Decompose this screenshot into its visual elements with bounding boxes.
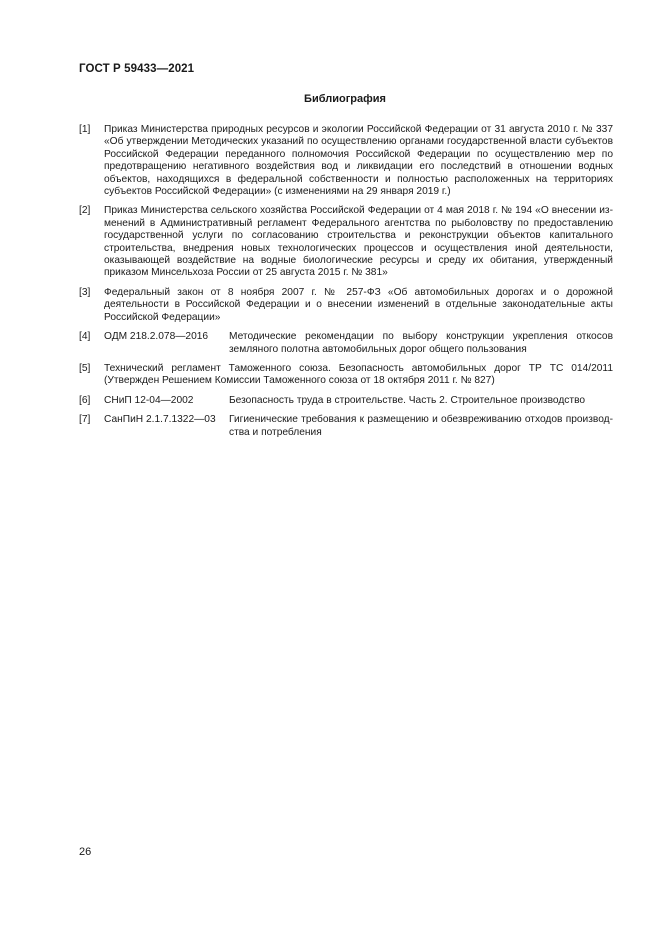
bibliography-entry bbox=[79, 395, 613, 407]
entry-number: [2] bbox=[79, 205, 91, 217]
standard-designation: ГОСТ Р 59433—2021 bbox=[79, 63, 195, 75]
entry-number: [7] bbox=[79, 414, 91, 426]
bibliography-list bbox=[79, 124, 613, 446]
bibliography-entry bbox=[79, 124, 613, 198]
section-title: Библиография bbox=[304, 93, 386, 105]
bibliography-entry bbox=[79, 414, 613, 439]
entry-code: СанПиН 2.1.7.1322—03 bbox=[104, 414, 216, 426]
bibliography-entry bbox=[79, 205, 613, 279]
entry-text: Приказ Министерства природных ресурсов и экологии Российской Федерации от 31 августа 2010 г. № 337 «Об утверждении Методических указаний по осуществлению органами государственной власти субъектов Российской Федерации переданного полномочия Российской Федерации по осуществлению мер по предотвращению негативного воздействия вод и ликвидации его последствий в отношении водных объектов, находящихся в федеральной собственности и полностью расположенных на территориях субъектов Российской Федерации» (с изменениями на 29 января 2019 г.) bbox=[104, 124, 613, 198]
entry-text: Приказ Министерства сельского хозяйства Российской Федерации от 4 мая 2018 г. № 194 «О внесении изменений в Административный регламент Федерального агентства по рыболовству по предоставлению государственной услуги по согласованию строительства и реконструкции объектов капитального строительства, внедрения новых технологических процессов и осуществления иной деятельности, оказывающей воздействие на водные биологические ресурсы и среду их обитания, утвержденный приказом Минсельхоза России от 25 августа 2015 г. № 381» bbox=[104, 205, 613, 279]
entry-title: Безопасность труда в строительстве. Часть 2. Строительное производство bbox=[229, 394, 586, 406]
page-number: 26 bbox=[79, 846, 92, 858]
entry-title: Гигиенические требования к размещению и обезвреживанию отходов производства и потребления bbox=[229, 414, 613, 438]
bibliography-entry bbox=[79, 287, 613, 324]
bibliography-entry bbox=[79, 363, 613, 388]
entry-text: Технический регламент Таможенного союза. Безопасность автомобильных дорог ТР ТС 014/2011 (Утвержден Решением Комиссии Таможенного союза от 18 октября 2011 г. № 827) bbox=[104, 362, 613, 387]
entry-code: ОДМ 218.2.078—2016 bbox=[104, 331, 209, 343]
entry-number: [4] bbox=[79, 331, 91, 343]
entry-title: Методические рекомендации по выбору конструкции укрепления откосов земляного полотна автомобильных дорог общего пользования bbox=[229, 331, 613, 355]
entry-number: [5] bbox=[79, 362, 91, 374]
entry-code: СНиП 12-04—2002 bbox=[104, 394, 194, 406]
entry-number: [6] bbox=[79, 394, 91, 406]
entry-number: [1] bbox=[79, 124, 91, 135]
entry-text: Федеральный закон от 8 ноября 2007 г. № 257-ФЗ «Об автомобильных дорогах и о дорожной деятельности в Российской Федерации и о внесении изменений в отдельные законодательные акты Российской Федерации» bbox=[104, 286, 613, 323]
bibliography-entry bbox=[79, 331, 613, 356]
entry-number: [3] bbox=[79, 286, 91, 298]
